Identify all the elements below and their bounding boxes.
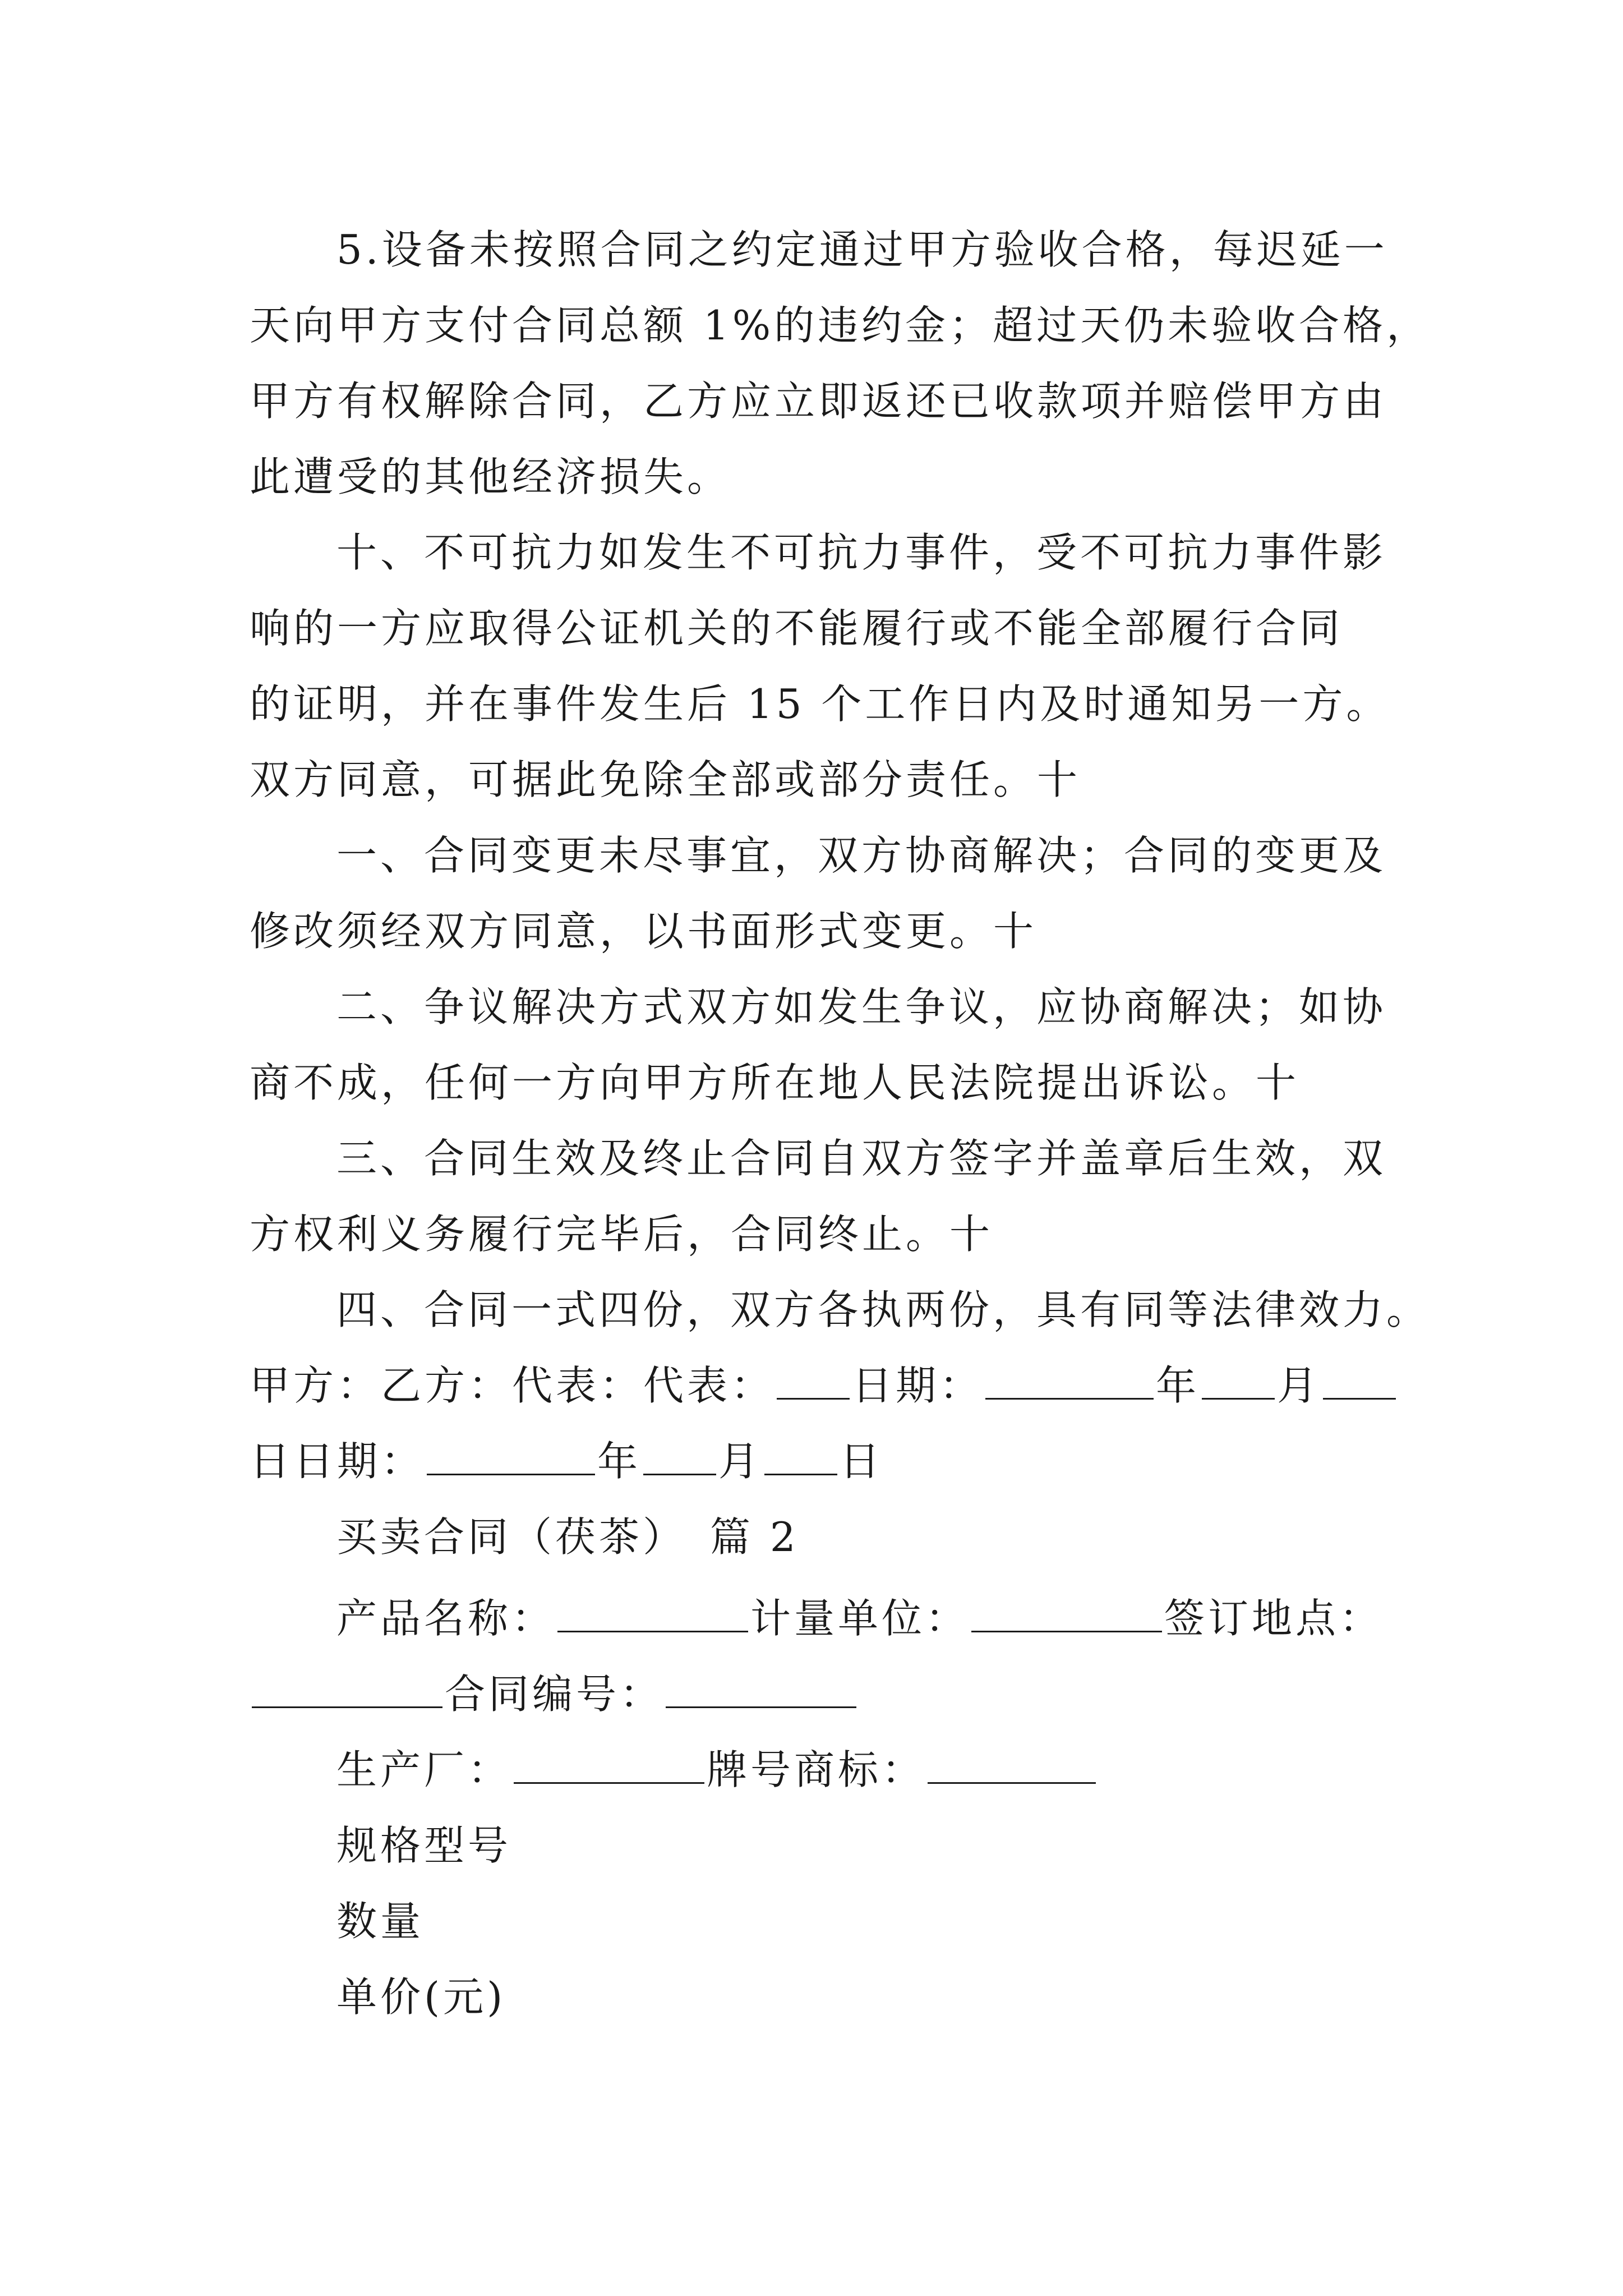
unit-blank [971,1596,1162,1632]
signature-blank [777,1363,850,1400]
month-blank [1202,1363,1275,1400]
product-info-line [336,1590,1383,1646]
paragraph-line: 响的一方应取得公证机关的不能履行或不能全部履行合同 [250,605,1344,652]
contract-no-blank [666,1672,856,1708]
month-label: 月 [1277,1362,1321,1409]
paragraph-line: 商不成，任何一方向甲方所在地人民法院提出诉讼。十 [250,1059,1300,1106]
year-blank [427,1439,595,1475]
day-label: 日 [840,1438,884,1485]
paragraph-line: 的证明，并在事件发生后 15 个工作日内及时通知另一方。 [250,680,1390,728]
paragraph-line: 十、不可抗力如发生不可抗力事件，受不可抗力事件影 [336,529,1387,576]
day-blank [764,1439,837,1475]
day-date-label: 日日期： [250,1438,425,1485]
date-label: 日期： [852,1362,984,1409]
place-blank [252,1672,442,1708]
day-blank [1323,1363,1396,1400]
paragraph-line: 方权利义务履行完毕后，合同终止。十 [250,1211,994,1258]
paragraph-line: 一、合同变更未尽事宜，双方协商解决；合同的变更及 [336,832,1387,879]
paragraph-line: 甲方有权解除合同，乙方应立即返还已收款项并赔偿甲方由 [250,378,1387,425]
paragraph-line: 三、合同生效及终止合同自双方签字并盖章后生效，双 [336,1135,1387,1182]
month-label: 月 [718,1438,763,1485]
year-blank [985,1363,1154,1400]
paragraph-line: 天向甲方支付合同总额 1%的违约金；超过天仍未验收合格， [250,302,1431,349]
signature-line [250,1358,1398,1414]
signature-date-line [250,1433,883,1489]
price-label: 单价(元) [336,1973,506,2021]
factory-line [336,1742,1098,1798]
spec-label: 规格型号 [336,1822,512,1869]
contract-no-label: 合同编号： [445,1671,664,1718]
contract-number-line [250,1666,859,1722]
product-name-blank [557,1596,748,1632]
brand-blank [928,1747,1096,1784]
paragraph-line: 二、争议解决方式双方如发生争议，应协商解决；如协 [336,983,1387,1030]
signature-parties-label: 甲方：乙方：代表：代表： [250,1362,775,1409]
year-label: 年 [1156,1362,1200,1409]
unit-label: 计量单位： [750,1595,970,1642]
paragraph-line: 双方同意，可据此免除全部或部分责任。十 [250,756,1081,803]
paragraph-line: 5.设备未按照合同之约定通过甲方验收合格，每迟延一 [336,226,1388,273]
year-label: 年 [597,1438,642,1485]
brand-label: 牌号商标： [707,1746,926,1793]
paragraph-line: 此遭受的其他经济损失。 [250,453,731,500]
section-title: 买卖合同（茯茶） 篇 2 [336,1513,799,1561]
month-blank [643,1439,716,1475]
quantity-label: 数量 [336,1898,425,1945]
paragraph-line: 修改须经双方同意，以书面形式变更。十 [250,908,1038,955]
paragraph-line: 四、合同一式四份，双方各执两份，具有同等法律效力。 [336,1286,1431,1333]
place-label: 签订地点： [1164,1595,1384,1642]
product-name-label: 产品名称： [336,1595,556,1642]
factory-blank [514,1747,704,1784]
factory-label: 生产厂： [336,1746,512,1793]
